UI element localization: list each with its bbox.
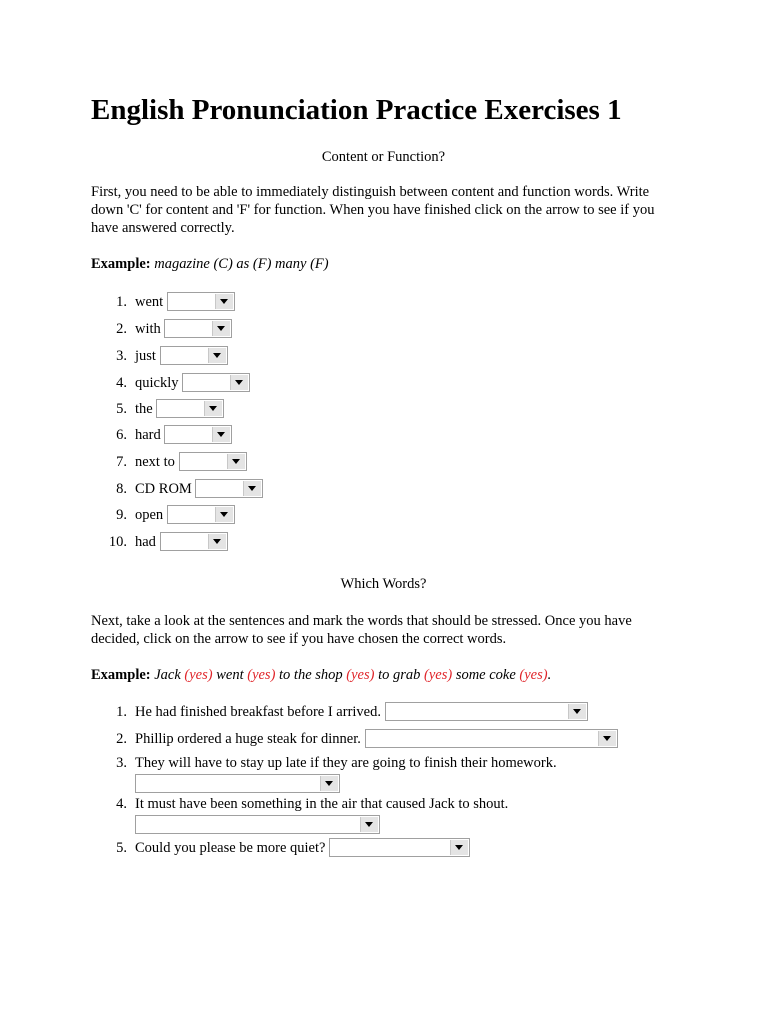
item-word: next to: [135, 454, 175, 470]
answer-select[interactable]: [167, 292, 235, 311]
item-sentence: It must have been something in the air that caused Jack to shout.: [135, 796, 509, 812]
item-number: 10.: [108, 534, 127, 550]
item-number: 8.: [116, 481, 127, 497]
item-word: CD ROM: [135, 481, 192, 497]
item-word: hard: [135, 427, 161, 443]
item-sentence: He had finished breakfast before I arrived.: [135, 704, 381, 720]
dropdown-arrow-icon[interactable]: [320, 776, 338, 791]
list-item: [91, 399, 224, 423]
item-number: 9.: [116, 507, 127, 523]
answer-select[interactable]: [195, 479, 263, 498]
example-label: Example:: [91, 667, 151, 683]
list-item: [91, 346, 228, 370]
dropdown-arrow-icon[interactable]: [208, 348, 226, 363]
section2-heading: Which Words?: [340, 576, 427, 592]
dropdown-arrow-icon[interactable]: [598, 731, 616, 746]
item-word: just: [135, 348, 156, 364]
item-word: with: [135, 321, 161, 337]
dropdown-arrow-icon[interactable]: [230, 375, 248, 390]
answer-select[interactable]: [160, 346, 228, 365]
list-item: [91, 425, 232, 449]
item-number: 4.: [116, 796, 127, 812]
item-sentence: They will have to stay up late if they are going to finish their homework.: [135, 755, 557, 771]
item-number: 5.: [116, 401, 127, 417]
dropdown-arrow-icon[interactable]: [568, 704, 586, 719]
example-word: .: [547, 667, 552, 683]
section1-instructions: First, you need to be able to immediately distinguish between content and function words. Write down 'C' for content and 'F' for function. When you have finished click on the arrow to see if you have answered correctly.: [91, 184, 655, 236]
list-item: [91, 702, 588, 726]
answer-select[interactable]: [164, 425, 232, 444]
answer-select[interactable]: [167, 505, 235, 524]
stress-marker: (yes): [424, 667, 453, 683]
list-item: [91, 505, 235, 529]
example-sentence: [154, 667, 551, 683]
list-item: [91, 729, 618, 753]
example-word: Jack: [154, 667, 185, 683]
list-item: [91, 754, 557, 794]
stress-select[interactable]: [365, 729, 618, 748]
item-number: 1.: [116, 294, 127, 310]
list-item: [91, 319, 232, 343]
item-word: had: [135, 534, 156, 550]
item-number: 2.: [116, 321, 127, 337]
item-number: 6.: [116, 427, 127, 443]
item-word: went: [135, 294, 164, 310]
stress-marker: (yes): [247, 667, 276, 683]
item-number: 1.: [116, 704, 127, 720]
section1-example: [91, 255, 329, 273]
list-item: [91, 452, 247, 476]
answer-select[interactable]: [160, 532, 228, 551]
dropdown-arrow-icon[interactable]: [360, 817, 378, 832]
item-word: the: [135, 401, 153, 417]
item-word: quickly: [135, 375, 179, 391]
example-text: magazine (C) as (F) many (F): [154, 256, 329, 272]
dropdown-arrow-icon[interactable]: [227, 454, 245, 469]
page-title: English Pronunciation Practice Exercises 1: [91, 94, 622, 126]
stress-marker: (yes): [346, 667, 375, 683]
item-number: 7.: [116, 454, 127, 470]
example-word: went: [212, 667, 248, 683]
dropdown-arrow-icon[interactable]: [243, 481, 261, 496]
list-item: [91, 532, 228, 556]
stress-marker: (yes): [519, 667, 548, 683]
dropdown-arrow-icon[interactable]: [208, 534, 226, 549]
example-label: Example:: [91, 256, 151, 272]
list-item: [91, 795, 508, 835]
item-word: open: [135, 507, 164, 523]
example-word: to the shop: [275, 667, 347, 683]
dropdown-arrow-icon[interactable]: [450, 840, 468, 855]
example-word: to grab: [374, 667, 425, 683]
stress-select[interactable]: [329, 838, 470, 857]
stress-select[interactable]: [135, 774, 340, 793]
dropdown-arrow-icon[interactable]: [204, 401, 222, 416]
answer-select[interactable]: [182, 373, 250, 392]
stress-marker: (yes): [184, 667, 213, 683]
list-item: [91, 838, 470, 862]
section1-heading: Content or Function?: [321, 149, 446, 165]
dropdown-arrow-icon[interactable]: [215, 294, 233, 309]
item-number: 3.: [116, 348, 127, 364]
answer-select[interactable]: [164, 319, 232, 338]
example-word: some coke: [452, 667, 520, 683]
dropdown-arrow-icon[interactable]: [212, 427, 230, 442]
list-item: [91, 292, 235, 316]
list-item: [91, 479, 263, 503]
stress-select[interactable]: [135, 815, 380, 834]
answer-select[interactable]: [179, 452, 247, 471]
dropdown-arrow-icon[interactable]: [215, 507, 233, 522]
item-number: 5.: [116, 840, 127, 856]
section2-instructions: Next, take a look at the sentences and mark the words that should be stressed. Once you have decided, click on the arrow to see if you have chosen the correct words.: [91, 613, 632, 647]
list-item: [91, 373, 250, 397]
item-number: 2.: [116, 731, 127, 747]
item-sentence: Phillip ordered a huge steak for dinner.: [135, 731, 361, 747]
answer-select[interactable]: [156, 399, 224, 418]
section2-example: [91, 666, 551, 684]
dropdown-arrow-icon[interactable]: [212, 321, 230, 336]
item-number: 3.: [116, 755, 127, 771]
stress-select[interactable]: [385, 702, 588, 721]
item-sentence: Could you please be more quiet?: [135, 840, 326, 856]
item-number: 4.: [116, 375, 127, 391]
